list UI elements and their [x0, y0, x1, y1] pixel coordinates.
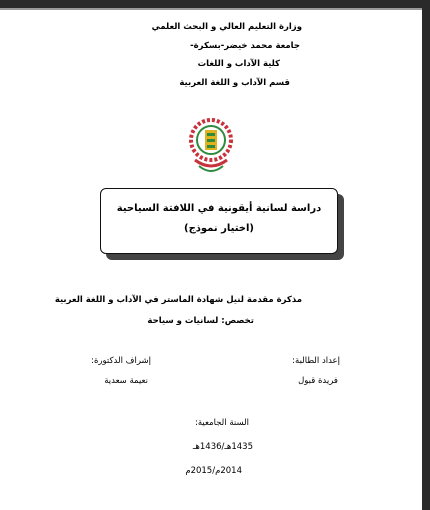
faculty-name: كلية الآداب و اللغات [197, 59, 280, 69]
thesis-title-box [100, 188, 338, 254]
university-name: جامعة محمد خيضر-بسكرة- [190, 41, 300, 51]
department-name: قسم الآداب و اللغة العربية [179, 78, 290, 88]
student-name: فريدة قبول [298, 376, 338, 386]
supervisor-name: نعيمة سعدية [104, 376, 148, 386]
specialty: تخصص: لسانيات و سياحة [147, 316, 254, 326]
gregorian-year: 2014م/2015م [185, 466, 242, 476]
viewer-right-border [422, 0, 430, 510]
document-page [0, 10, 422, 510]
university-logo-icon [187, 116, 235, 178]
ministry-name: وزارة التعليم العالي و البحث العلمي [151, 22, 302, 32]
hijri-year: 1435هـ/1436هـ [192, 442, 253, 452]
academic-year-label: السنة الجامعية: [194, 418, 249, 428]
thesis-subtitle: (اختيار نموذج) [184, 223, 254, 234]
viewer-top-border [0, 0, 430, 8]
supervisor-label: إشراف الدكتورة: [91, 356, 151, 366]
student-label: إعداد الطالبة: [292, 356, 340, 366]
thesis-title: دراسة لسانية أيقونية في اللافتة السياحية [116, 203, 322, 214]
memo-description: مذكرة مقدمة لنيل شهادة الماستر في الآداب و اللغة العربية [54, 295, 302, 305]
